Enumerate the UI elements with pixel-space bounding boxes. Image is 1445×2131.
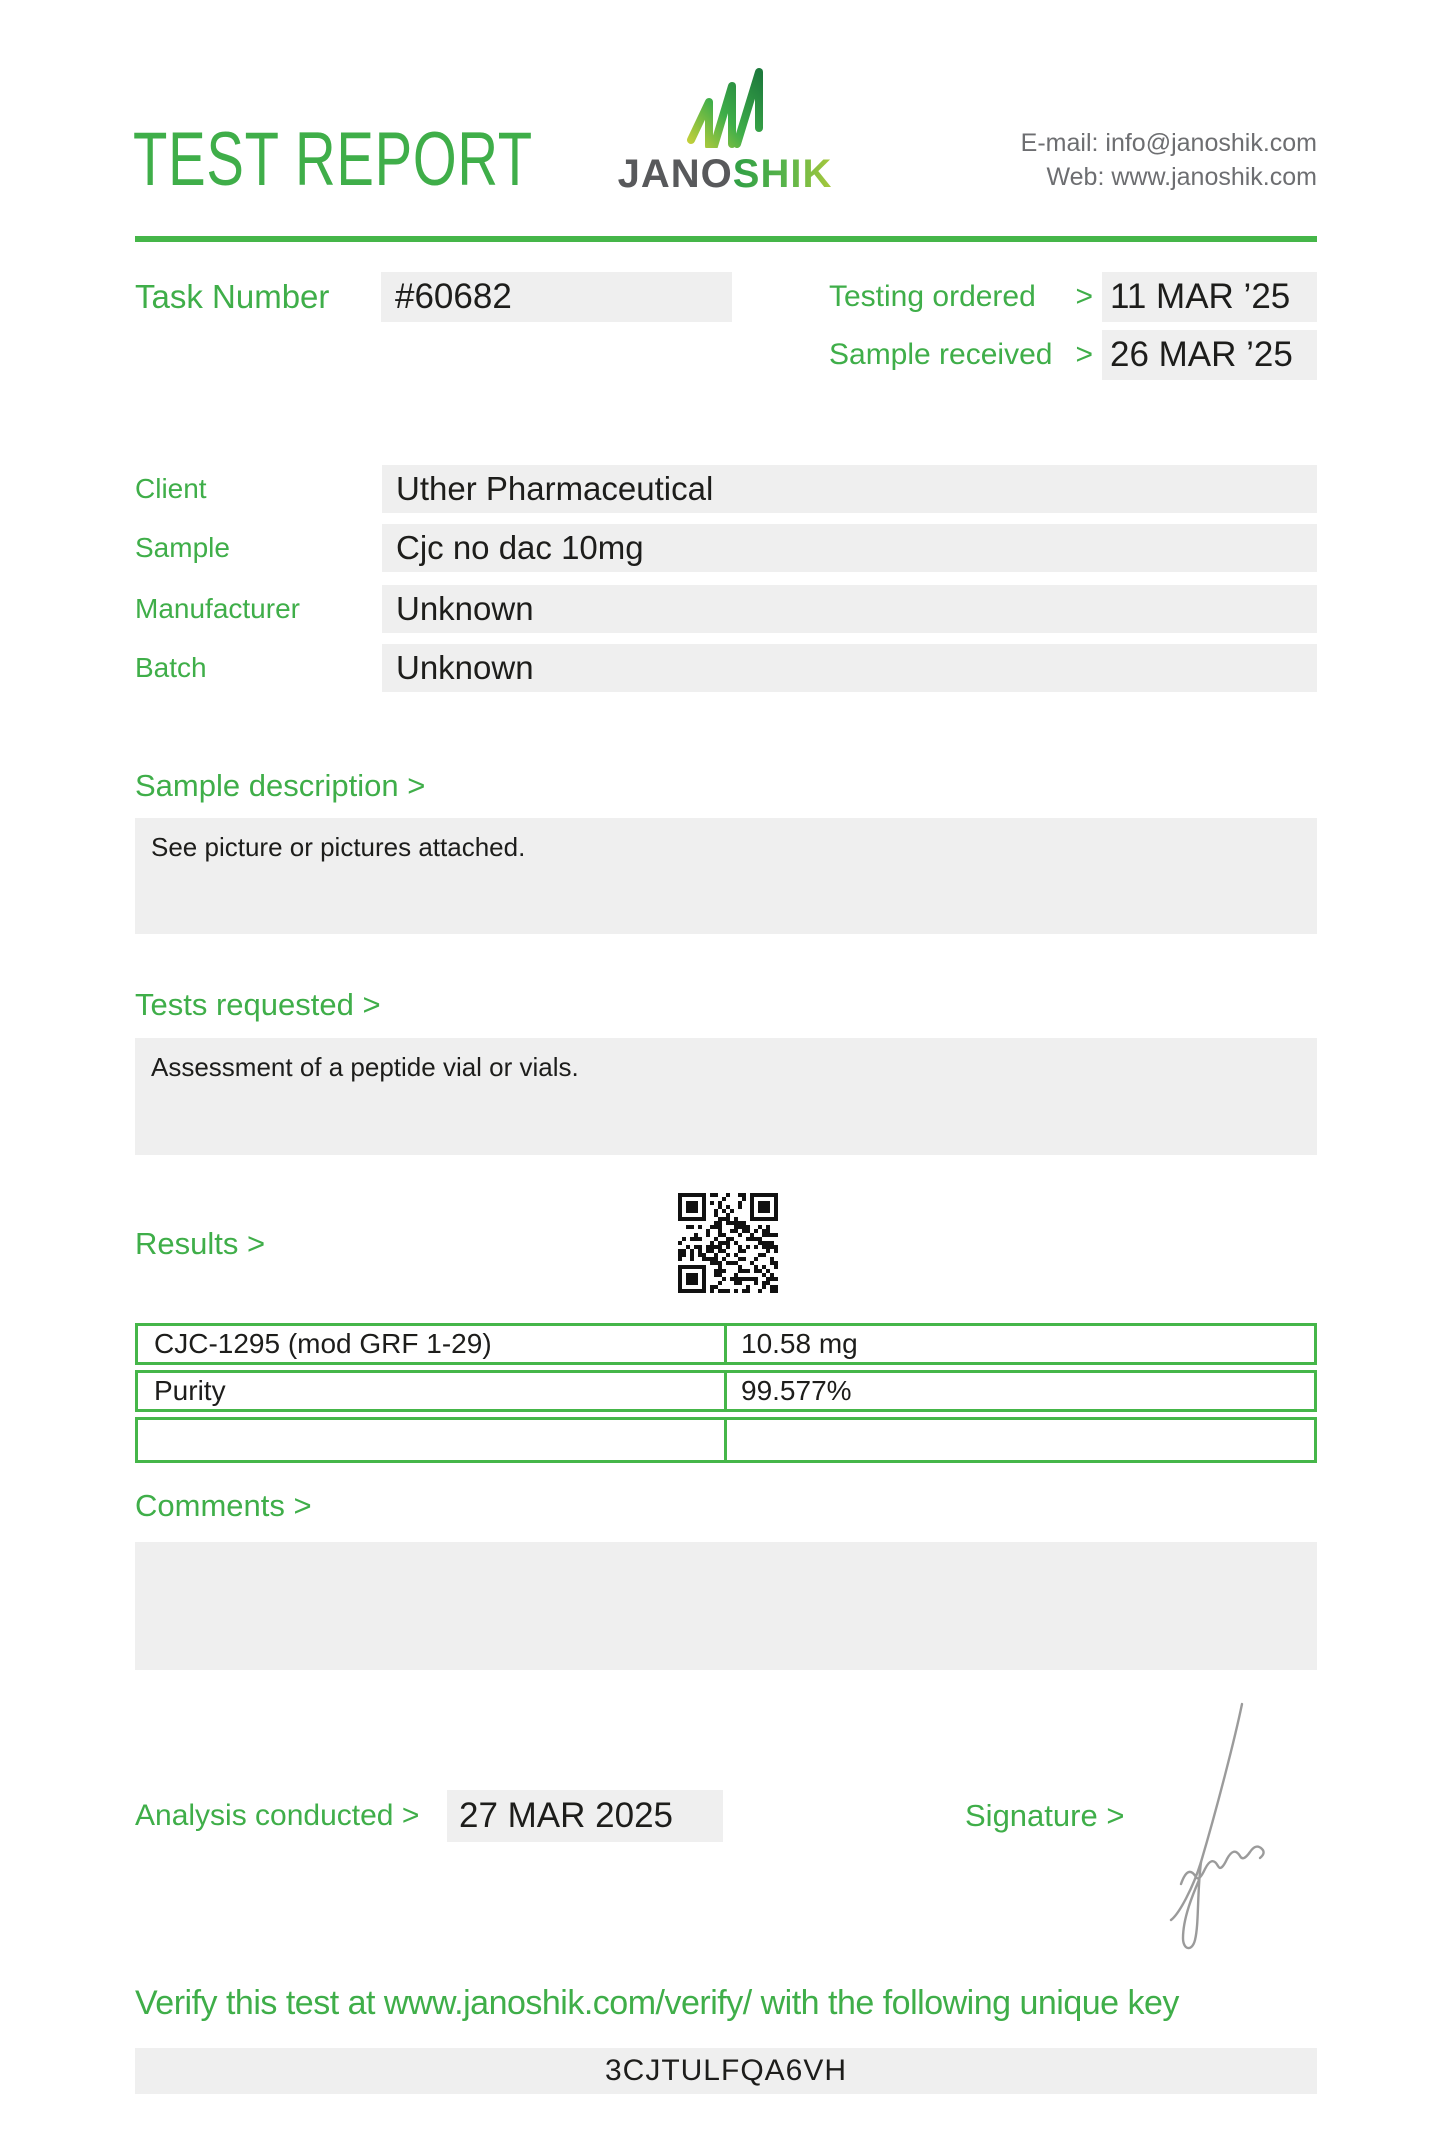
batch-value: Unknown: [382, 644, 1317, 692]
signature-image: [1145, 1698, 1280, 1958]
web-label: Web:: [1046, 163, 1105, 191]
sample-value: Cjc no dac 10mg: [382, 524, 1317, 572]
analysis-conducted-label: Analysis conducted >: [135, 1799, 420, 1832]
verify-instructions: Verify this test at www.janoshik.com/verify/ with the following unique key: [135, 1984, 1179, 2022]
tests-requested-heading: Tests requested >: [135, 987, 381, 1022]
page-title: TEST REPORT: [133, 117, 533, 202]
batch-label: Batch: [135, 652, 207, 683]
testing-ordered-value: 11 MAR ’25: [1102, 272, 1317, 322]
contact-info: [1021, 126, 1317, 194]
sample-description-heading: Sample description >: [135, 768, 426, 803]
results-heading: Results >: [135, 1226, 266, 1261]
sample-received-value: 26 MAR ’25: [1102, 330, 1317, 380]
result-value-cell: 10.58 mg: [724, 1326, 1314, 1362]
sample-received-text: Sample received: [829, 338, 1053, 371]
web-value: www.janoshik.com: [1111, 163, 1317, 191]
result-value-cell: 99.577%: [724, 1373, 1314, 1409]
brand-prefix: JANO: [617, 152, 733, 196]
results-table: [135, 1323, 1317, 1463]
task-number-label: Task Number: [135, 278, 330, 315]
arrow-glyph: >: [1075, 338, 1093, 371]
analysis-conducted-value: 27 MAR 2025: [447, 1790, 723, 1842]
table-row: [135, 1370, 1317, 1412]
verify-key: 3CJTULFQA6VH: [135, 2048, 1317, 2094]
brand-suffix: SHIK: [732, 152, 833, 196]
arrow-glyph: >: [1075, 280, 1093, 313]
email-value: info@janoshik.com: [1105, 129, 1317, 157]
brand-wordmark: [600, 152, 850, 196]
contact-web: [1021, 160, 1317, 194]
client-value: Uther Pharmaceutical: [382, 465, 1317, 513]
contact-email: [1021, 126, 1317, 160]
testing-ordered-label: [829, 272, 1093, 322]
tests-requested-text: Assessment of a peptide vial or vials.: [151, 1052, 579, 1082]
table-row: [135, 1417, 1317, 1463]
comments-heading: Comments >: [135, 1488, 312, 1523]
manufacturer-label: Manufacturer: [135, 593, 300, 624]
signature-label: Signature >: [965, 1798, 1125, 1833]
sample-received-label: [829, 330, 1093, 380]
chart-growth-icon: [685, 64, 765, 148]
result-name-cell: CJC-1295 (mod GRF 1-29): [154, 1328, 492, 1359]
manufacturer-value: Unknown: [382, 585, 1317, 633]
comments-box: [135, 1542, 1317, 1670]
testing-ordered-text: Testing ordered: [829, 280, 1036, 313]
result-value-cell: [724, 1420, 1314, 1460]
table-row: [135, 1323, 1317, 1365]
sample-description-text: See picture or pictures attached.: [151, 832, 526, 862]
task-number-value: #60682: [381, 272, 732, 322]
result-name-cell: Purity: [154, 1375, 226, 1406]
qr-code: [678, 1193, 778, 1293]
client-label: Client: [135, 473, 207, 504]
email-label: E-mail:: [1020, 129, 1099, 157]
header-divider: [135, 236, 1317, 242]
sample-description-box: [135, 818, 1317, 934]
janoshik-logo: [600, 64, 850, 196]
sample-label: Sample: [135, 532, 230, 563]
tests-requested-box: [135, 1038, 1317, 1155]
result-name-cell: [138, 1420, 724, 1460]
